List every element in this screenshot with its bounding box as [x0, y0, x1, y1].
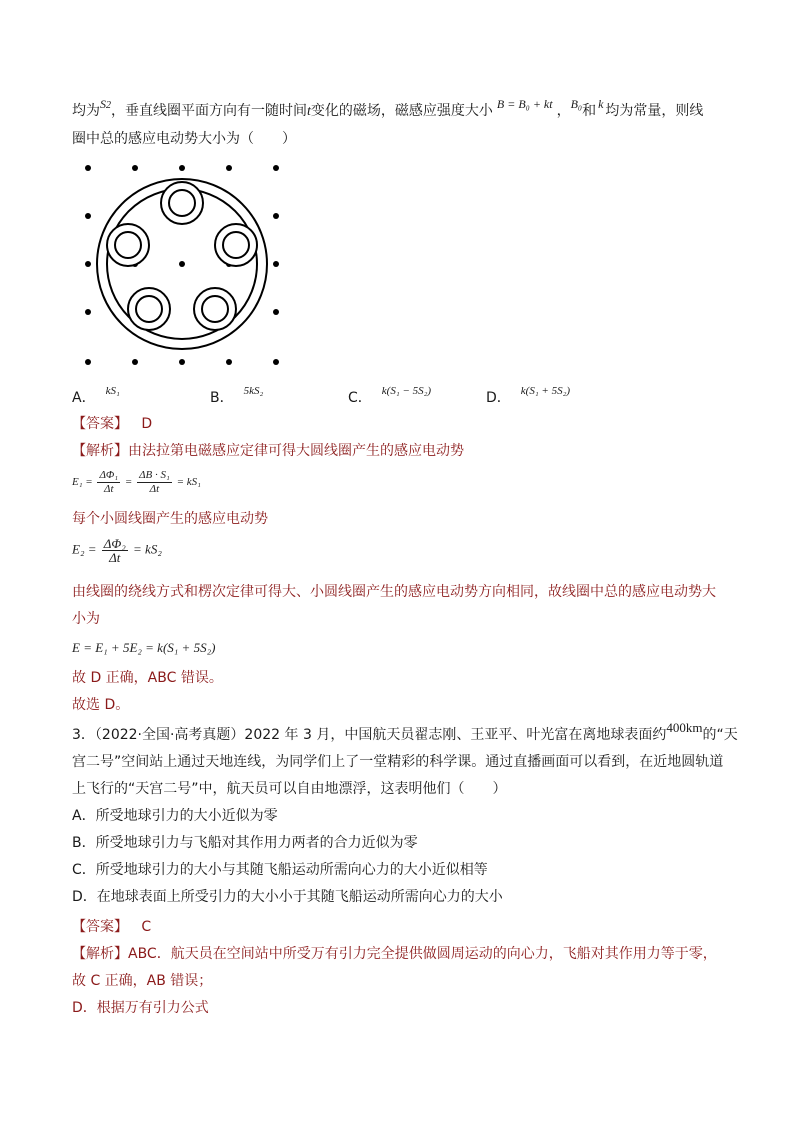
stem-symbol-t: t [307, 104, 311, 119]
q2-analysis-line3: 由线圈的绕线方式和楞次定律可得大、小圆线圈产生的感应电动势方向相同，故线圈中总的感应电动势大 [72, 584, 716, 600]
answer-value: C [141, 919, 152, 935]
field-dot [85, 359, 91, 365]
field-dot [226, 165, 232, 171]
field-dot [226, 359, 232, 365]
q3-option-a: A．所受地球引力的大小近似为零 [72, 808, 278, 824]
field-dot [179, 261, 185, 267]
field-dot [85, 213, 91, 219]
analysis-label: 【解析】 [72, 443, 128, 459]
q3-answer [72, 917, 151, 937]
option-c: C． $^{k(S_1 - 5S_2)}$ [348, 385, 432, 406]
small-coil-top [161, 182, 203, 224]
equation-e1: E₁ = $\frac{\text{ΔΦ₁}}{\Delta t}$ = $\frac{\text{ΔB · S₁}}{\Delta t}$ = kS₁ [72, 469, 201, 495]
field-dot [273, 309, 279, 315]
q2-analysis-line4: 小为 [72, 611, 100, 627]
answer-label: 【答案】 [72, 919, 128, 935]
stem-text: 均为 [72, 103, 100, 119]
q2-answer [72, 414, 152, 434]
field-dot [273, 165, 279, 171]
field-dot [179, 165, 185, 171]
q2-stem-line2: 圈中总的感应电动势大小为（ ） [72, 131, 296, 147]
q2-conclusion1: 故 D 正确，ABC 错误。 [72, 670, 223, 686]
q2-analysis-line1: 【解析】由法拉第电磁感应定律可得大圆线圈产生的感应电动势 [72, 443, 464, 459]
answer-value: D [141, 416, 153, 432]
stem-text: 变化的磁场，磁感应强度大小 [310, 103, 493, 119]
q2-analysis-line2: 每个小圆线圈产生的感应电动势 [72, 511, 268, 527]
q3-option-c: C．所受地球引力的大小与其随飞船运动所需向心力的大小近似相等 [72, 862, 488, 878]
option-b: B． $^{5kS_2}$ [210, 385, 264, 406]
small-coil-left [107, 224, 149, 266]
stem-text: 均为常量，则线 [605, 103, 704, 119]
field-dot [132, 165, 138, 171]
q3-analysis-line1: 【解析】ABC．航天员在空间站中所受万有引力完全提供做圆周运动的向心力，飞船对其作用力等于零， [72, 946, 717, 962]
answer-label: 【答案】 [72, 416, 128, 432]
small-coil-bottom-right [194, 288, 236, 330]
equation-total: E = E₁ + 5E₂ = k(S₁ + 5S₂) [72, 640, 216, 655]
field-dot [273, 359, 279, 365]
stem-symbol-k: k [598, 97, 604, 111]
q3-stem-line3: 上飞行的“天宫二号”中，航天员可以自由地漂浮，这表明他们（ ） [72, 781, 507, 797]
small-coil-bottom-left [128, 288, 170, 330]
q3-stem-line2: 宫二号”空间站上通过天地连线，为同学们上了一堂精彩的科学课。通过直播画面可以看到，在近地圆轨道 [72, 754, 724, 770]
distance-value: 400km [666, 720, 703, 735]
stem-text: ，垂直线圈平面方向有一随时间 [111, 103, 307, 119]
q2-stem-line1: 均为S2，垂直线圈平面方向有一随时间t变化的磁场，磁感应强度大小 B = B₀ + kt ，B₀和 k 均为常量，则线 [72, 97, 704, 119]
stem-symbol-b0: B₀ [570, 97, 583, 111]
small-coil-right [215, 224, 257, 266]
field-dot [179, 359, 185, 365]
field-dot [273, 213, 279, 219]
field-dot [85, 261, 91, 267]
q2-conclusion2: 故选 D。 [72, 697, 130, 713]
stem-formula: B = B₀ + kt [496, 97, 553, 111]
analysis-label: 【解析】 [72, 946, 128, 962]
option-d: D． $^{k(S_1 + 5S_2)}$ [486, 385, 571, 406]
field-dot [132, 359, 138, 365]
stem-text: 和 [582, 103, 597, 119]
q3-stem-line1: 3．（2022·全国·高考真题）2022 年 3 月，中国航天员翟志刚、王亚平、叶光富在离地球表面约400km的“天 [72, 720, 738, 743]
q3-option-d: D．在地球表面上所受引力的大小小于其随飞船运动所需向心力的大小 [72, 889, 503, 905]
field-dot [85, 309, 91, 315]
q3-analysis-line3: D．根据万有引力公式 [72, 1000, 209, 1016]
equation-e2: E₂ = $\frac{\text{ΔΦ₂}}{\Delta t}$ = kS₂ [72, 536, 162, 565]
field-dot [273, 261, 279, 267]
q3-option-b: B．所受地球引力与飞船对其作用力两者的合力近似为零 [72, 835, 418, 851]
option-a: A． $^{kS_1}$ [72, 385, 120, 406]
q3-analysis-line2: 故 C 正确，AB 错误； [72, 973, 213, 989]
coil-figure [72, 152, 292, 377]
stem-symbol-s2: S2 [100, 97, 111, 111]
field-dot [85, 165, 91, 171]
